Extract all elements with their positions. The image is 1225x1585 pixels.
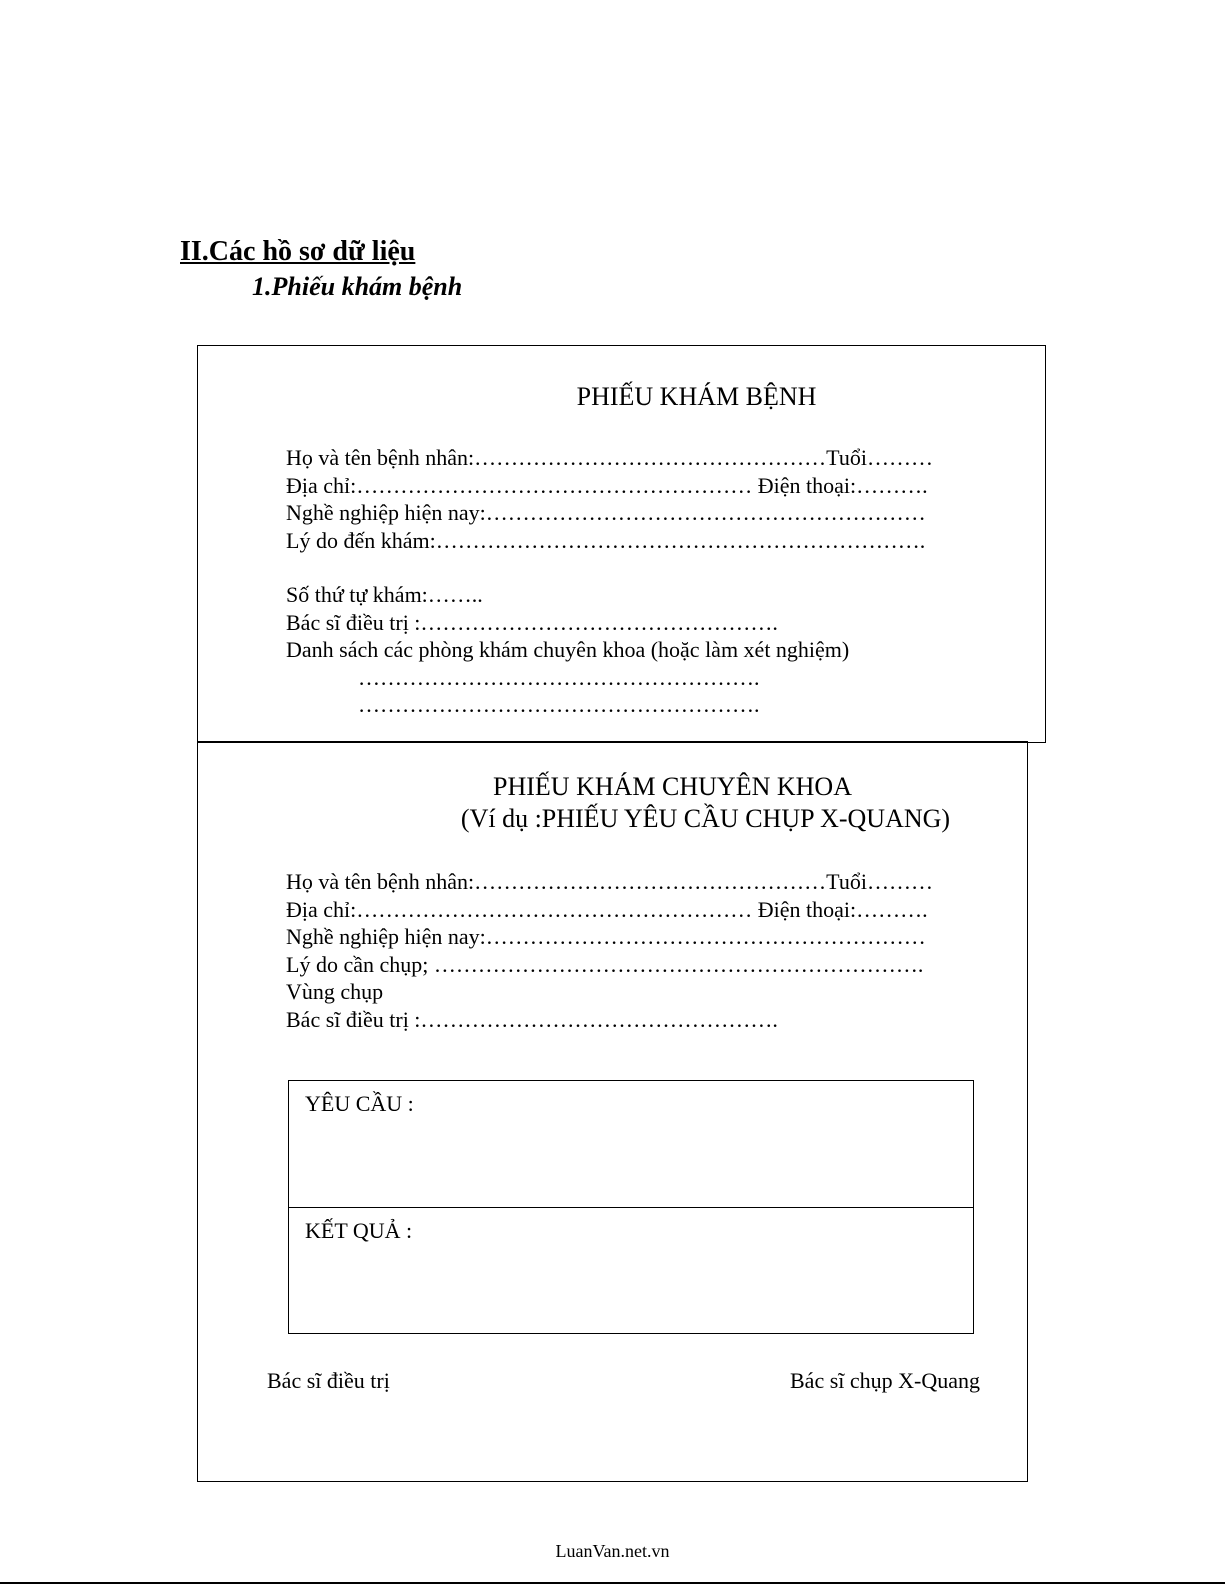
patient-name-line: Họ và tên bệnh nhân:…………………………………………Tuổi……… [286, 869, 933, 894]
doctor-line: Bác sĩ điều trị :…………………………………………. [286, 609, 778, 635]
occupation-line: Nghề nghiệp hiện nay:…………………………………………………… [286, 500, 926, 525]
address-line: Địa chỉ:……………………………………………… Điện thoại:………. [286, 896, 928, 922]
exam-form-title: PHIẾU KHÁM BỆNH [576, 382, 817, 411]
request-label: YÊU CẦU : [305, 1091, 414, 1116]
clinic-list-line-1: ………………………………………………. [358, 664, 760, 690]
specialist-form-subtitle: (Ví dụ :PHIẾU YÊU CẦU CHỤP X-QUANG) [460, 804, 951, 833]
address-line: Địa chỉ:……………………………………………… Điện thoại:………. [286, 472, 928, 498]
xray-area-line: Vùng chụp [286, 979, 384, 1004]
patient-name-line: Họ và tên bệnh nhân:…………………………………………Tuổi……… [286, 445, 933, 470]
subsection-heading: 1.Phiếu khám bệnh [252, 272, 463, 301]
visit-reason-line: Lý do đến khám:…………………………………………………………. [286, 527, 926, 553]
signature-treating-doctor: Bác sĩ điều trị [267, 1368, 390, 1393]
queue-number-line: Số thứ tự khám:…….. [286, 582, 483, 607]
section-heading: II.Các hồ sơ dữ liệu [180, 236, 416, 267]
page-footer: LuanVan.net.vn [555, 1541, 670, 1561]
xray-reason-line: Lý do cần chụp; …………………………………………………………. [286, 951, 924, 977]
bottom-rule [0, 1582, 1225, 1584]
exam-form-box [197, 345, 1046, 743]
occupation-line: Nghề nghiệp hiện nay:…………………………………………………… [286, 924, 926, 949]
request-result-table [288, 1080, 974, 1334]
clinic-list-line-2: ………………………………………………. [358, 692, 760, 717]
result-label: KẾT QUẢ : [305, 1218, 413, 1243]
signature-xray-doctor: Bác sĩ chụp X-Quang [790, 1368, 981, 1393]
table-divider [289, 1207, 973, 1208]
clinic-list-label: Danh sách các phòng khám chuyên khoa (hoặc làm xét nghiệm) [286, 637, 850, 662]
doctor-line: Bác sĩ điều trị :…………………………………………. [286, 1006, 778, 1032]
specialist-form-title: PHIẾU KHÁM CHUYÊN KHOA [493, 772, 852, 801]
